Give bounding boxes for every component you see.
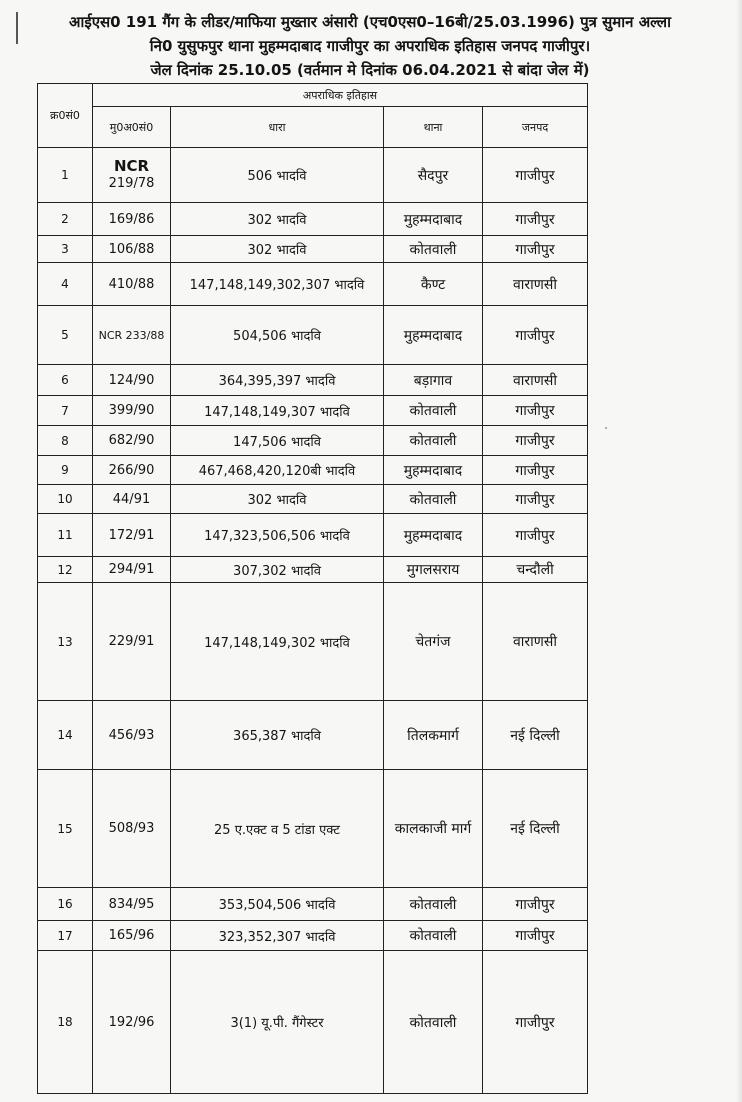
case-number-cell: 410/88	[93, 263, 171, 306]
section-cell: 302 भादवि	[171, 236, 384, 263]
district-cell: गाजीपुर	[483, 148, 588, 203]
district-cell: गाजीपुर	[483, 396, 588, 426]
table-row	[38, 263, 588, 306]
serial-cell: 7	[38, 396, 93, 426]
district-cell: गाजीपुर	[483, 921, 588, 951]
column-header-criminal-history: अपराधिक इतिहास	[93, 84, 588, 107]
serial-cell: 11	[38, 514, 93, 557]
district-cell: गाजीपुर	[483, 236, 588, 263]
district-cell: चन्दौली	[483, 557, 588, 583]
police-station-cell: कालकाजी मार्ग	[384, 770, 483, 888]
section-cell: 25 ए.एक्ट व 5 टांडा एक्ट	[171, 770, 384, 888]
case-number-cell: 192/96	[93, 951, 171, 1094]
case-number-cell: 124/90	[93, 365, 171, 396]
serial-cell: 18	[38, 951, 93, 1094]
district-cell: गाजीपुर	[483, 306, 588, 365]
serial-cell: 14	[38, 701, 93, 770]
table-row	[38, 921, 588, 951]
table-row	[38, 557, 588, 583]
table-row	[38, 426, 588, 456]
section-cell: 302 भादवि	[171, 203, 384, 236]
section-cell: 147,148,149,302,307 भादवि	[171, 263, 384, 306]
police-station-cell: कोतवाली	[384, 426, 483, 456]
section-cell: 504,506 भादवि	[171, 306, 384, 365]
section-cell: 467,468,420,120बी भादवि	[171, 456, 384, 485]
police-station-cell: कोतवाली	[384, 396, 483, 426]
case-number-cell: 682/90	[93, 426, 171, 456]
case-number-cell: NCR 233/88	[93, 306, 171, 365]
page-edge-shadow	[736, 0, 742, 1102]
district-cell: गाजीपुर	[483, 456, 588, 485]
police-station-cell: चेतगंज	[384, 583, 483, 701]
police-station-cell: सैदपुर	[384, 148, 483, 203]
header-line-2: नि0 युसुफपुर थाना मुहम्मदाबाद गाजीपुर का अपराधिक इतिहास जनपद गाजीपुर।	[149, 37, 591, 55]
serial-cell: 17	[38, 921, 93, 951]
case-number-cell: 44/91	[93, 485, 171, 514]
section-cell: 147,148,149,302 भादवि	[171, 583, 384, 701]
table-row	[38, 148, 588, 203]
police-station-cell: कोतवाली	[384, 236, 483, 263]
margin-mark	[16, 12, 18, 44]
table-row	[38, 583, 588, 701]
police-station-cell: कोतवाली	[384, 485, 483, 514]
case-number-cell: 165/96	[93, 921, 171, 951]
section-cell: 353,504,506 भादवि	[171, 888, 384, 921]
serial-cell: 3	[38, 236, 93, 263]
scan-speck	[605, 427, 607, 429]
table-row	[38, 236, 588, 263]
document-header	[40, 10, 700, 82]
serial-cell: 12	[38, 557, 93, 583]
table-row	[38, 770, 588, 888]
serial-cell: 10	[38, 485, 93, 514]
section-cell: 147,148,149,307 भादवि	[171, 396, 384, 426]
police-station-cell: कोतवाली	[384, 921, 483, 951]
district-cell: गाजीपुर	[483, 426, 588, 456]
table-row	[38, 396, 588, 426]
header-line-3: जेल दिनांक 25.10.05 (वर्तमान मे दिनांक 06.04.2021 से बांदा जेल में)	[150, 61, 590, 79]
ncr-label: NCR	[113, 157, 150, 175]
case-number-cell: 266/90	[93, 456, 171, 485]
column-header-serial: क्र0सं0	[38, 84, 93, 148]
case-number: 219/78	[108, 176, 155, 191]
table-row	[38, 365, 588, 396]
section-cell: 323,352,307 भादवि	[171, 921, 384, 951]
police-station-cell: कोतवाली	[384, 888, 483, 921]
serial-cell: 8	[38, 426, 93, 456]
district-cell: गाजीपुर	[483, 888, 588, 921]
police-station-cell: बड़ागाव	[384, 365, 483, 396]
police-station-cell: कैण्ट	[384, 263, 483, 306]
case-number-cell: 294/91	[93, 557, 171, 583]
case-number-cell: 508/93	[93, 770, 171, 888]
case-number-cell: 172/91	[93, 514, 171, 557]
section-cell: 506 भादवि	[171, 148, 384, 203]
serial-cell: 2	[38, 203, 93, 236]
case-number-cell	[93, 148, 171, 203]
district-cell: गाजीपुर	[483, 485, 588, 514]
section-cell: 147,323,506,506 भादवि	[171, 514, 384, 557]
district-cell: गाजीपुर	[483, 951, 588, 1094]
police-station-cell: तिलकमार्ग	[384, 701, 483, 770]
police-station-cell: मुहम्मदाबाद	[384, 514, 483, 557]
district-cell: वाराणसी	[483, 583, 588, 701]
police-station-cell: मुहम्मदाबाद	[384, 306, 483, 365]
police-station-cell: मुगलसराय	[384, 557, 483, 583]
case-number-cell: 399/90	[93, 396, 171, 426]
serial-cell: 13	[38, 583, 93, 701]
criminal-history-table	[37, 83, 588, 1094]
table-row	[38, 514, 588, 557]
table-row	[38, 485, 588, 514]
police-station-cell: मुहम्मदाबाद	[384, 456, 483, 485]
column-header-section: धारा	[171, 107, 384, 148]
serial-cell: 15	[38, 770, 93, 888]
serial-cell: 1	[38, 148, 93, 203]
district-cell: नई दिल्ली	[483, 701, 588, 770]
table-row	[38, 951, 588, 1094]
column-header-district: जनपद	[483, 107, 588, 148]
table-row	[38, 888, 588, 921]
section-cell: 3(1) यू.पी. गैंगेस्टर	[171, 951, 384, 1094]
serial-cell: 4	[38, 263, 93, 306]
serial-cell: 5	[38, 306, 93, 365]
case-number-cell: 456/93	[93, 701, 171, 770]
column-header-police-station: थाना	[384, 107, 483, 148]
serial-cell: 16	[38, 888, 93, 921]
case-number-cell: 106/88	[93, 236, 171, 263]
case-number-cell: 229/91	[93, 583, 171, 701]
district-cell: गाजीपुर	[483, 514, 588, 557]
serial-cell: 9	[38, 456, 93, 485]
section-cell: 147,506 भादवि	[171, 426, 384, 456]
section-cell: 365,387 भादवि	[171, 701, 384, 770]
table-row	[38, 456, 588, 485]
table-row	[38, 306, 588, 365]
section-cell: 302 भादवि	[171, 485, 384, 514]
case-number-cell: 169/86	[93, 203, 171, 236]
header-line-1: आईएस0 191 गैंग के लीडर/माफिया मुख्तार अंसारी (एच0एस0–16बी/25.03.1996) पुत्र सुमान अल्ला	[69, 13, 671, 31]
table-body	[38, 148, 588, 1094]
district-cell: वाराणसी	[483, 365, 588, 396]
district-cell: गाजीपुर	[483, 203, 588, 236]
section-cell: 364,395,397 भादवि	[171, 365, 384, 396]
case-number-cell: 834/95	[93, 888, 171, 921]
serial-cell: 6	[38, 365, 93, 396]
district-cell: नई दिल्ली	[483, 770, 588, 888]
table-row	[38, 701, 588, 770]
column-header-case-number: मु0अ0सं0	[93, 107, 171, 148]
police-station-cell: मुहम्मदाबाद	[384, 203, 483, 236]
section-cell: 307,302 भादवि	[171, 557, 384, 583]
table-row	[38, 203, 588, 236]
police-station-cell: कोतवाली	[384, 951, 483, 1094]
district-cell: वाराणसी	[483, 263, 588, 306]
